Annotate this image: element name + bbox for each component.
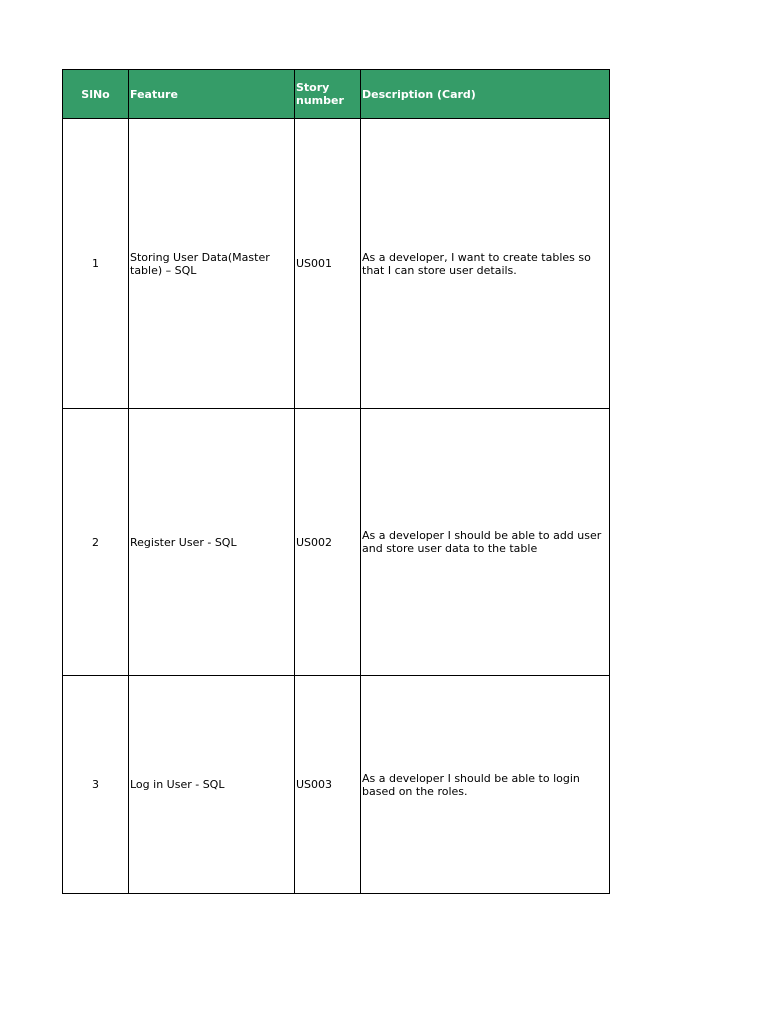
cell-slno: 1 (63, 119, 129, 409)
header-feature: Feature (129, 70, 295, 119)
header-description: Description (Card) (361, 70, 610, 119)
user-stories-table (62, 69, 610, 894)
table-header-row (63, 70, 610, 119)
table-row (63, 676, 610, 894)
cell-description: As a developer, I want to create tables so that I can store user details. (361, 119, 610, 409)
cell-slno: 3 (63, 676, 129, 894)
header-story-number: Story number (295, 70, 361, 119)
cell-feature: Register User - SQL (129, 409, 295, 676)
cell-story-number: US002 (295, 409, 361, 676)
cell-description: As a developer I should be able to login based on the roles. (361, 676, 610, 894)
table-row (63, 409, 610, 676)
cell-story-number: US003 (295, 676, 361, 894)
cell-feature: Log in User - SQL (129, 676, 295, 894)
cell-story-number: US001 (295, 119, 361, 409)
cell-description: As a developer I should be able to add user and store user data to the table (361, 409, 610, 676)
header-slno: SlNo (63, 70, 129, 119)
table-row (63, 119, 610, 409)
cell-feature: Storing User Data(Master table) – SQL (129, 119, 295, 409)
cell-slno: 2 (63, 409, 129, 676)
